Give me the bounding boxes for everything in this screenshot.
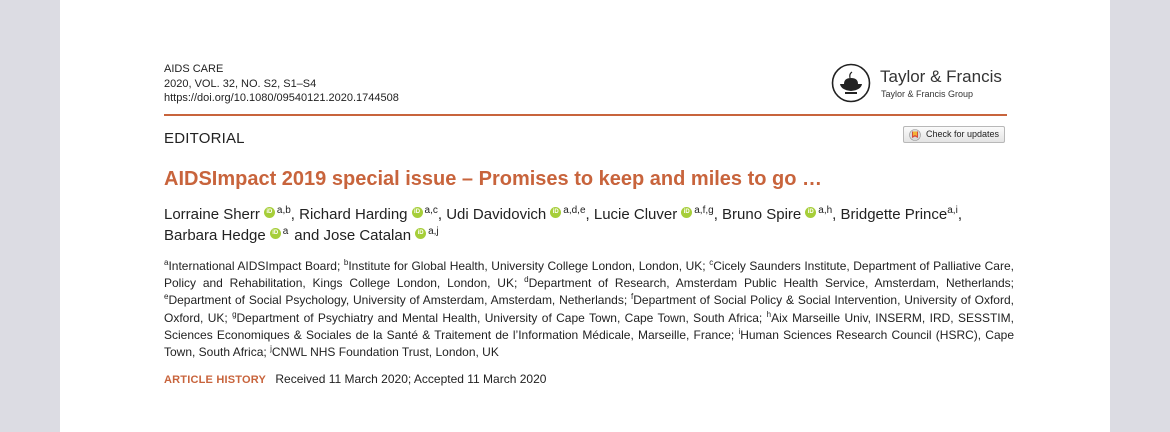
orcid-icon[interactable]: iD <box>264 207 275 218</box>
author-name[interactable]: Barbara Hedge <box>164 227 266 244</box>
author-name[interactable]: Richard Harding <box>299 206 408 223</box>
check-updates-icon <box>909 129 921 141</box>
author-name[interactable]: Bridgette Prince <box>840 206 948 223</box>
section-label: EDITORIAL <box>164 130 245 147</box>
affiliation-item <box>344 259 706 273</box>
author-item <box>841 206 962 223</box>
affiliation-item <box>232 311 762 325</box>
publisher-name: Taylor & Francis <box>880 67 1002 86</box>
orcid-icon[interactable]: iD <box>550 207 561 218</box>
author-affiliation-marks: a,h <box>818 205 833 216</box>
affiliation-mark: f <box>631 292 634 302</box>
author-item <box>722 206 836 223</box>
affiliation-text: Department of Research, Amsterdam Public Health Service, Amsterdam, Netherlands; <box>528 276 1014 291</box>
affiliation-item <box>164 259 340 273</box>
publisher-lamp-icon <box>831 63 871 103</box>
article-history <box>164 372 546 386</box>
author-name[interactable]: Jose Catalan <box>323 227 412 244</box>
orcid-icon[interactable]: iD <box>415 228 426 239</box>
affiliation-mark: a <box>164 258 169 267</box>
orcid-icon[interactable]: iD <box>412 207 423 218</box>
author-name[interactable]: Lucie Cluver <box>593 206 678 223</box>
article-history-label: ARTICLE HISTORY <box>164 374 267 386</box>
affiliation-text: Department of Social Policy & Social Intervention, University of Oxford, Oxford, UK; <box>164 293 1014 325</box>
author-separator: , <box>290 206 295 223</box>
affiliation-text: Human Sciences Research Council (HSRC), Cape Town, South Africa; <box>164 327 1014 360</box>
affiliation-text: Department of Psychiatry and Mental Health, University of Cape Town, Cape Town, South Africa; <box>236 310 763 325</box>
author-item <box>299 206 442 223</box>
orcid-icon[interactable]: iD <box>681 207 692 218</box>
affiliation-mark: d <box>524 275 529 285</box>
author-affiliation-marks: a,c <box>424 205 438 216</box>
author-separator: and <box>294 227 320 244</box>
check-updates-label: Check for updates <box>926 129 1000 139</box>
author-item <box>164 206 295 223</box>
author-separator: , <box>437 206 443 223</box>
affiliation-text: Cicely Saunders Institute, Department of Palliative Care, Policy and Rehabilitation, Kings College London, London, UK; <box>164 259 1014 291</box>
affiliation-item <box>164 293 627 307</box>
affiliation-text: Department of Social Psychology, University of Amsterdam, Amsterdam, Netherlands; <box>168 293 628 308</box>
author-name[interactable]: Udi Davidovich <box>446 206 547 223</box>
publisher-logo-block <box>831 63 1009 105</box>
journal-page <box>60 0 1110 432</box>
author-affiliation-marks: a,f,g <box>694 205 714 216</box>
affiliation-text: International AIDSImpact Board; <box>168 259 341 273</box>
affiliation-mark: j <box>270 344 272 354</box>
journal-info <box>164 62 399 106</box>
affiliation-mark: c <box>709 258 714 267</box>
journal-name: AIDS CARE <box>164 63 224 75</box>
affiliation-text: Aix Marseille Univ, INSERM, IRD, SESSTIM, Sciences Economiques & Sociales de la Santé & Traitement de l’Information Médicale, Marseille, France; <box>164 310 1014 342</box>
author-affiliation-marks: a,d,e <box>563 205 586 216</box>
publisher-group: Taylor & Francis Group <box>881 89 974 99</box>
affiliation-item <box>524 276 1014 290</box>
author-affiliation-marks: a,j <box>428 226 439 237</box>
affiliation-mark: i <box>738 326 741 336</box>
author-separator: , <box>832 206 837 223</box>
article-title: AIDSImpact 2019 special issue – Promises to keep and miles to go … <box>164 168 823 190</box>
author-separator: , <box>957 206 962 223</box>
check-for-updates-button[interactable] <box>903 126 1005 143</box>
author-item <box>324 227 439 244</box>
author-affiliation-marks: a,i <box>947 205 958 216</box>
author-item <box>164 227 319 244</box>
affiliation-text: Institute for Global Health, University College London, London, UK; <box>348 259 706 273</box>
author-item <box>594 206 718 223</box>
affiliations <box>164 258 1014 361</box>
author-name[interactable]: Bruno Spire <box>722 206 802 223</box>
orcid-icon[interactable]: iD <box>805 207 816 218</box>
author-item <box>446 206 589 223</box>
affiliation-mark: h <box>766 309 772 319</box>
author-list <box>164 204 1024 246</box>
affiliation-mark: e <box>164 292 169 302</box>
affiliation-mark: g <box>232 309 237 319</box>
affiliation-text: CNWL NHS Foundation Trust, London, UK <box>271 345 499 360</box>
author-affiliation-marks: a,b <box>276 205 291 216</box>
affiliation-mark: b <box>343 258 349 267</box>
header-divider <box>164 114 1007 116</box>
article-history-dates: Received 11 March 2020; Accepted 11 March 2020 <box>275 372 547 386</box>
author-affiliation-marks: a <box>282 226 289 237</box>
journal-issue: 2020, VOL. 32, NO. S2, S1–S4 <box>164 77 317 90</box>
author-separator: , <box>585 206 590 223</box>
author-separator: , <box>713 206 718 223</box>
journal-doi-link[interactable]: https://doi.org/10.1080/09540121.2020.1744508 <box>164 92 399 104</box>
orcid-icon[interactable]: iD <box>270 228 281 239</box>
affiliation-item <box>270 345 499 359</box>
author-name[interactable]: Lorraine Sherr <box>164 206 260 223</box>
